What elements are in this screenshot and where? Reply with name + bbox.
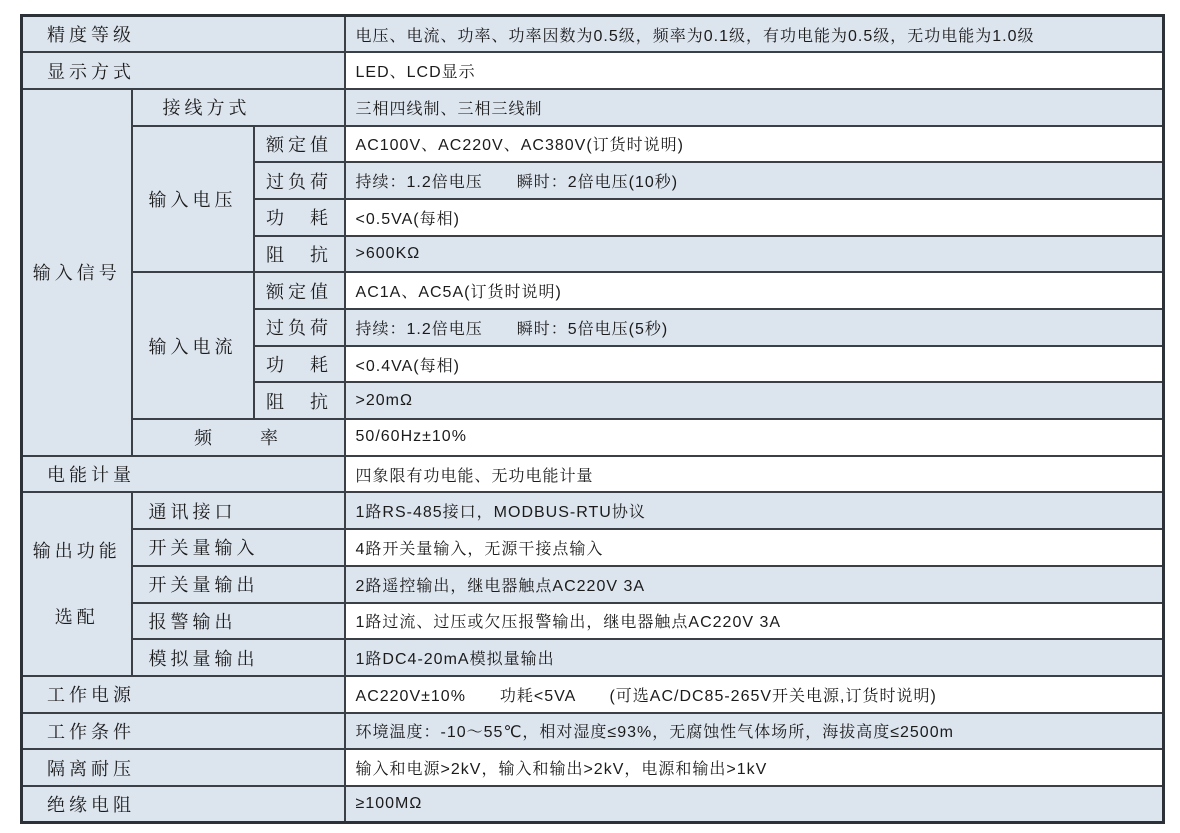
insulation-value: ≥100MΩ xyxy=(345,786,1164,823)
energy-label: 电能计量 xyxy=(22,456,345,493)
comm-value: 1路RS-485接口，MODBUS-RTU协议 xyxy=(345,492,1164,529)
output-options-label-line1: 输出功能 xyxy=(32,540,121,561)
spec-table xyxy=(20,14,1165,824)
display-label: 显示方式 xyxy=(22,52,345,89)
digital-input-value: 4路开关量输入，无源干接点输入 xyxy=(345,529,1164,566)
withstand-value: 输入和电源>2kV，输入和输出>2kV，电源和输出>1kV xyxy=(345,749,1164,786)
voltage-consumption-label: 功 耗 xyxy=(254,199,345,236)
row-current-rated xyxy=(22,272,1164,309)
row-display xyxy=(22,52,1164,89)
row-conditions xyxy=(22,713,1164,750)
voltage-consumption-value: <0.5VA(每相) xyxy=(345,199,1164,236)
wiring-value: 三相四线制、三相三线制 xyxy=(345,89,1164,126)
accuracy-value: 电压、电流、功率、功率因数为0.5级，频率为0.1级，有功电能为0.5级，无功电能为1.0级 xyxy=(345,16,1164,53)
row-digital-input xyxy=(22,529,1164,566)
frequency-value: 50/60Hz±10% xyxy=(345,419,1164,456)
frequency-label: 频 率 xyxy=(132,419,345,456)
alarm-output-label: 报警输出 xyxy=(132,603,345,640)
comm-label: 通讯接口 xyxy=(132,492,345,529)
energy-value: 四象限有功电能、无功电能计量 xyxy=(345,456,1164,493)
row-frequency xyxy=(22,419,1164,456)
digital-input-label: 开关量输入 xyxy=(132,529,345,566)
row-power-supply xyxy=(22,676,1164,713)
current-impedance-value: >20mΩ xyxy=(345,382,1164,419)
current-rated-label: 额定值 xyxy=(254,272,345,309)
display-value: LED、LCD显示 xyxy=(345,52,1164,89)
alarm-output-value: 1路过流、过压或欠压报警输出，继电器触点AC220V 3A xyxy=(345,603,1164,640)
voltage-rated-value: AC100V、AC220V、AC380V(订货时说明) xyxy=(345,126,1164,163)
current-consumption-label: 功 耗 xyxy=(254,346,345,383)
current-overload-label: 过负荷 xyxy=(254,309,345,346)
row-alarm-output xyxy=(22,603,1164,640)
voltage-impedance-label: 阻 抗 xyxy=(254,236,345,273)
digital-output-label: 开关量输出 xyxy=(132,566,345,603)
withstand-label: 隔离耐压 xyxy=(22,749,345,786)
input-signal-label: 输入信号 xyxy=(22,89,132,456)
wiring-label: 接线方式 xyxy=(132,89,345,126)
row-digital-output xyxy=(22,566,1164,603)
current-consumption-value: <0.4VA(每相) xyxy=(345,346,1164,383)
power-supply-value: AC220V±10% 功耗<5VA (可选AC/DC85-265V开关电源,订货时说明) xyxy=(345,676,1164,713)
voltage-rated-label: 额定值 xyxy=(254,126,345,163)
analog-output-value: 1路DC4-20mA模拟量输出 xyxy=(345,639,1164,676)
voltage-impedance-value: >600KΩ xyxy=(345,236,1164,273)
row-withstand xyxy=(22,749,1164,786)
row-analog-output xyxy=(22,639,1164,676)
input-voltage-label: 输入电压 xyxy=(132,126,254,273)
row-voltage-rated xyxy=(22,126,1164,163)
current-overload-value: 持续：1.2倍电压 瞬时：5倍电压(5秒) xyxy=(345,309,1164,346)
row-energy xyxy=(22,456,1164,493)
insulation-label: 绝缘电阻 xyxy=(22,786,345,823)
voltage-overload-value: 持续：1.2倍电压 瞬时：2倍电压(10秒) xyxy=(345,162,1164,199)
output-options-label xyxy=(22,492,132,675)
row-accuracy xyxy=(22,16,1164,53)
voltage-overload-label: 过负荷 xyxy=(254,162,345,199)
power-supply-label: 工作电源 xyxy=(22,676,345,713)
current-impedance-label: 阻 抗 xyxy=(254,382,345,419)
digital-output-value: 2路遥控输出，继电器触点AC220V 3A xyxy=(345,566,1164,603)
output-options-label-line2: 选配 xyxy=(54,607,99,628)
input-current-label: 输入电流 xyxy=(132,272,254,419)
row-wiring xyxy=(22,89,1164,126)
row-insulation xyxy=(22,786,1164,823)
analog-output-label: 模拟量输出 xyxy=(132,639,345,676)
current-rated-value: AC1A、AC5A(订货时说明) xyxy=(345,272,1164,309)
row-comm xyxy=(22,492,1164,529)
conditions-label: 工作条件 xyxy=(22,713,345,750)
accuracy-label: 精度等级 xyxy=(22,16,345,53)
conditions-value: 环境温度：-10～55℃，相对湿度≤93%，无腐蚀性气体场所，海拔高度≤2500m xyxy=(345,713,1164,750)
